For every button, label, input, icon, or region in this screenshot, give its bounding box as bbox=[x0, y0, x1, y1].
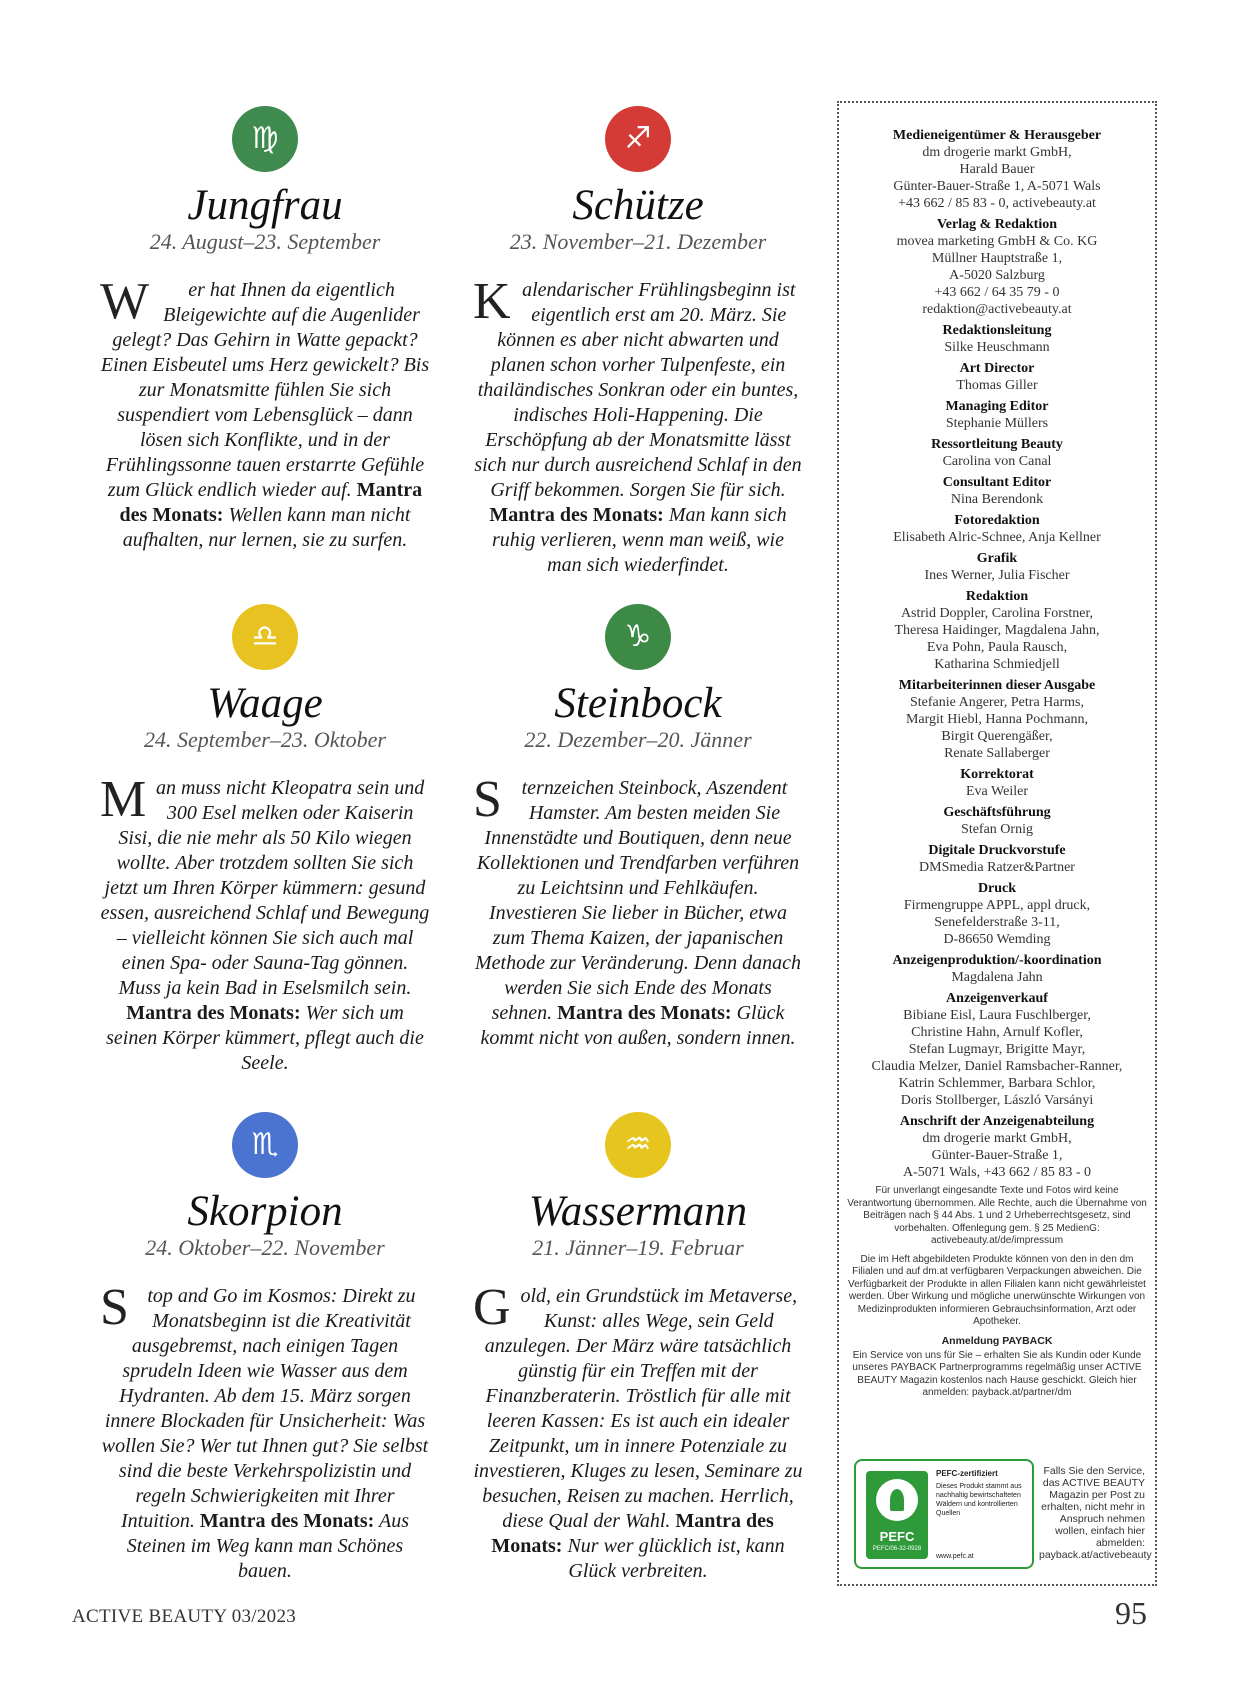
imprint-line: Christine Hahn, Arnulf Kofler, bbox=[911, 1025, 1083, 1040]
imprint-body bbox=[839, 783, 1155, 800]
imprint-body bbox=[839, 821, 1155, 838]
imprint-line: Günter-Bauer-Straße 1, A-5071 Wals bbox=[893, 179, 1101, 194]
imprint-line: Eva Weiler bbox=[966, 784, 1028, 799]
scorpio-icon: ♏ bbox=[232, 1112, 298, 1178]
imprint-note-products: Die im Heft abgebildeten Produkte können von den in den dm Filialen und auf dm.at verfügbaren Verpackungen abweichen. Die Verfügbarkeit der Produkte in allen Filialen kann nicht gewährleistet werden. Über Wirkung und mögliche unerwünschte Wirkungen von Medizinprodukten informieren Gebrauchsinformation, Arzt oder Apotheker. bbox=[848, 1253, 1146, 1327]
imprint-line: A-5071 Wals, +43 662 / 85 83 - 0 bbox=[902, 1165, 1092, 1180]
magazine-issue: ACTIVE BEAUTY 03/2023 bbox=[72, 1606, 297, 1627]
imprint-line: Stephanie Müllers bbox=[945, 416, 1049, 431]
imprint-body bbox=[839, 1007, 1155, 1109]
sign-schuetze bbox=[473, 106, 803, 578]
imprint-body bbox=[839, 969, 1155, 986]
imprint-heading: Redaktion bbox=[965, 589, 1029, 604]
dropcap: G bbox=[473, 1279, 511, 1336]
imprint-line: Senefelderstraße 3-11, bbox=[934, 915, 1060, 930]
imprint-body bbox=[839, 859, 1155, 876]
imprint-line: Müllner Hauptstraße 1, bbox=[931, 251, 1063, 266]
sign-name: Skorpion bbox=[187, 1188, 343, 1235]
mantra-label: Mantra des Monats: bbox=[119, 479, 423, 526]
sign-name: Schütze bbox=[572, 182, 704, 229]
imprint-line: D-86650 Wemding bbox=[943, 932, 1051, 947]
imprint-heading: Mitarbeiterinnen dieser Ausgabe bbox=[898, 678, 1096, 693]
imprint-heading: Anzeigenverkauf bbox=[946, 991, 1048, 1006]
imprint-body bbox=[839, 339, 1155, 356]
mantra: Aus Steinen im Weg kann man Schönes bauen. bbox=[126, 1510, 409, 1582]
sign-text: Stop and Go im Kosmos: Direkt zu Monatsbeginn ist die Kreativität ausgebremst, nach einigen Tagen sprudeln Ideen wie Wasser aus dem Hydranten. Ab dem 15. März sorgen innere Blockaden für Unsicherheit: Was wollen Sie? Wer tut Ihnen gut? Sie selbst sind die beste Verkehrspolizistin und regeln Schwierigkeiten mit Ihrer Intuition. Mantra des Monats: Aus Steinen im Weg kann man Schönes bauen. bbox=[100, 1279, 429, 1582]
imprint-heading: Managing Editor bbox=[945, 399, 1049, 414]
imprint-line: Theresa Haidinger, Magdalena Jahn, bbox=[894, 623, 1100, 638]
dropcap: W bbox=[100, 273, 150, 330]
imprint-line: Eva Pohn, Paula Rausch, bbox=[926, 640, 1068, 655]
imprint-line: +43 662 / 64 35 79 - 0 bbox=[934, 285, 1060, 300]
imprint-line: dm drogerie markt GmbH, bbox=[922, 1131, 1072, 1146]
imprint-line: Stefan Ornig bbox=[961, 822, 1033, 837]
sign-text: Gold, ein Grundstück im Metaverse, Kunst: alles Wege, sein Geld anzulegen. Der März wäre tatsächlich günstig für ein Treffen mit der Finanzberaterin. Tröstlich für alle mit leeren Kassen: Es ist auch ein idealer Zeitpunkt, um in innere Potenziale zu investieren, Kluges zu lesen, Seminare zu besuchen, Reisen zu machen. Herrlich, diese Qual der Wahl. Mantra des Monats: Nur wer glücklich ist, kann Glück verbreiten. bbox=[473, 1279, 803, 1582]
imprint-body bbox=[839, 233, 1155, 318]
sign-waage bbox=[100, 604, 430, 1076]
imprint-body bbox=[839, 453, 1155, 470]
mantra-label: Mantra des Monats: bbox=[199, 1510, 375, 1532]
mantra: Wer sich um seinen Körper kümmert, pflegt auch die Seele. bbox=[106, 1002, 424, 1074]
imprint-line: Silke Heuschmann bbox=[944, 340, 1050, 355]
sign-dates: 24. September–23. Oktober bbox=[144, 727, 386, 752]
imprint-heading: Art Director bbox=[959, 361, 1035, 376]
imprint-line: Magdalena Jahn bbox=[951, 970, 1043, 985]
mantra-label: Mantra des Monats: bbox=[126, 1002, 301, 1024]
imprint-heading: Druck bbox=[977, 881, 1017, 896]
imprint-heading: Verlag & Redaktion bbox=[936, 217, 1058, 232]
imprint-line: Birgit Querengäßer, bbox=[941, 729, 1053, 744]
imprint-heading: Anzeigenproduktion/-koordination bbox=[892, 953, 1102, 968]
imprint-line: Firmengruppe APPL, appl druck, bbox=[903, 898, 1091, 913]
imprint-heading: Ressortleitung Beauty bbox=[931, 437, 1063, 452]
imprint-heading: Grafik bbox=[976, 551, 1018, 566]
mantra-label: Mantra des Monats: bbox=[489, 504, 664, 526]
imprint-body bbox=[839, 897, 1155, 948]
sign-name: Waage bbox=[207, 680, 323, 727]
imprint-line: DMSmedia Ratzer&Partner bbox=[919, 860, 1075, 875]
sign-jungfrau bbox=[100, 106, 430, 553]
imprint-line: Katrin Schlemmer, Barbara Schlor, bbox=[898, 1076, 1096, 1091]
sign-dates: 21. Jänner–19. Februar bbox=[532, 1235, 744, 1260]
sign-dates: 22. Dezember–20. Jänner bbox=[524, 727, 752, 752]
imprint-line: Ines Werner, Julia Fischer bbox=[924, 568, 1070, 583]
imprint-heading: Digitale Druckvorstufe bbox=[928, 843, 1066, 858]
imprint-line: Margit Hiebl, Hanna Pochmann, bbox=[905, 712, 1089, 727]
dropcap: K bbox=[473, 273, 511, 330]
page-number: 95 bbox=[1115, 1595, 1147, 1631]
imprint-heading: Anschrift der Anzeigenabteilung bbox=[899, 1114, 1095, 1129]
imprint-line: Carolina von Canal bbox=[942, 454, 1052, 469]
mantra-label: Mantra des Monats: bbox=[557, 1002, 732, 1024]
imprint-line: Stefan Lugmayr, Brigitte Mayr, bbox=[908, 1042, 1086, 1057]
pefc-logo: PEFC PEFC/06-32-0928 bbox=[866, 1471, 928, 1559]
imprint-line: Nina Berendonk bbox=[950, 492, 1044, 507]
payback-heading: Anmeldung PAYBACK bbox=[941, 1334, 1053, 1347]
imprint-line: Katharina Schmiedjell bbox=[934, 657, 1060, 672]
mantra: Wellen kann man nicht aufhalten, nur lernen, sie zu surfen. bbox=[122, 504, 411, 551]
imprint-line: Thomas Giller bbox=[956, 378, 1038, 393]
imprint-body bbox=[839, 415, 1155, 432]
mantra: Man kann sich ruhig verlieren, wenn man weiß, wie man sich wiederfindet. bbox=[492, 504, 787, 576]
imprint-body bbox=[839, 144, 1155, 212]
libra-icon: ♎ bbox=[232, 604, 298, 670]
dropcap: S bbox=[473, 771, 502, 828]
imprint-body bbox=[839, 377, 1155, 394]
imprint-line: dm drogerie markt GmbH, bbox=[922, 145, 1072, 160]
imprint-body bbox=[839, 694, 1155, 762]
imprint-heading: Geschäftsführung bbox=[943, 805, 1051, 820]
sign-text: Sternzeichen Steinbock, Aszendent Hamster. Am besten meiden Sie Innenstädte und Boutiquen, denn neue Kollektionen und Trendfarben verführen zu Leichtsinn und Fehlkäufen. Investieren Sie lieber in Bücher, etwa zum Thema Kaizen, der japanischen Methode zur Veränderung. Denn danach werden Sie sich Ende des Monats sehnen. Mantra des Monats: Glück kommt nicht von außen, sondern innen. bbox=[473, 771, 802, 1049]
virgo-icon: ♍ bbox=[232, 106, 298, 172]
sagittarius-icon: ♐ bbox=[605, 106, 671, 172]
imprint-body bbox=[839, 605, 1155, 673]
imprint-line: movea marketing GmbH & Co. KG bbox=[896, 234, 1098, 249]
imprint-body bbox=[839, 1130, 1155, 1181]
pefc-certificate bbox=[854, 1459, 1034, 1569]
sign-steinbock bbox=[473, 604, 803, 1051]
imprint-note-rights: Für unverlangt eingesandte Texte und Fotos wird keine Verantwortung übernommen. Alle Rechte, auch die Übernahme von Beiträgen nach § 44 Abs. 1 und 2 Urheberrechtsgesetz, sind vorbehalten. Offenlegung gem. § 25 MedienG: activebeauty.at/de/impressum bbox=[847, 1185, 1147, 1246]
tree-icon bbox=[876, 1479, 918, 1521]
sign-dates: 24. August–23. September bbox=[149, 229, 381, 254]
imprint-heading: Fotoredaktion bbox=[954, 513, 1040, 528]
sign-wassermann bbox=[473, 1112, 803, 1584]
imprint-line: Doris Stollberger, László Varsányi bbox=[900, 1093, 1094, 1108]
imprint-box bbox=[837, 101, 1157, 1586]
dropcap: S bbox=[100, 1279, 129, 1336]
payback-text: Ein Service von uns für Sie – erhalten Sie als Kundin oder Kunde unseres PAYBACK Partnerprogramms regelmäßig unser ACTIVE BEAUTY Magazin kostenlos nach Hause geschickt. Gleich hier anmelden: payback.at/partner/dm bbox=[852, 1349, 1142, 1398]
dropcap: M bbox=[100, 771, 147, 828]
optout-text: Falls Sie den Service, das ACTIVE BEAUTY Magazin per Post zu erhalten, nicht mehr in Anspruch nehmen wollen, einfach hier abmelden: payback.at/activebeauty bbox=[1039, 1465, 1152, 1561]
imprint-heading: Consultant Editor bbox=[942, 475, 1052, 490]
imprint-line: Stefanie Angerer, Petra Harms, bbox=[910, 695, 1084, 710]
sign-dates: 23. November–21. Dezember bbox=[509, 229, 767, 254]
sign-text: Kalendarischer Frühlingsbeginn ist eigentlich erst am 20. März. Sie können es aber nicht abwarten und planen schon vorher Tulpenfeste, ein thailändisches Sonkran oder ein buntes, indisches Holi-Happening. Die Erschöpfung ab der Monatsmitte lässt sich nur durch ausreichend Schlaf in den Griff bekommen. Sorgen Sie für sich. Mantra des Monats: Man kann sich ruhig verlieren, wenn man weiß, wie man sich wiederfindet. bbox=[473, 273, 802, 576]
sign-text: W er hat Ihnen da eigentlich Bleigewichte auf die Augenlider gelegt? Das Gehirn in Watte gepackt? Einen Eisbeutel ums Herz gewickelt? Bis zur Monatsmitte fühlen Sie sich suspendiert vom Lebensglück – dann lösen sich Konflikte, und in der Frühlingssonne tauen erstarrte Gefühle zum Glück endlich wieder auf. Mantra des Monats: Wellen kann man nicht aufhalten, nur lernen, sie zu surfen. bbox=[100, 273, 430, 551]
capricorn-icon: ♑ bbox=[605, 604, 671, 670]
imprint-line: Renate Sallaberger bbox=[944, 746, 1050, 761]
imprint-body bbox=[839, 567, 1155, 584]
imprint-body bbox=[839, 529, 1155, 546]
mantra-label: Mantra des Monats: bbox=[491, 1510, 774, 1557]
sign-name: Steinbock bbox=[554, 680, 722, 727]
imprint-line: Günter-Bauer-Straße 1, bbox=[931, 1148, 1063, 1163]
sign-text: Man muss nicht Kleopatra sein und 300 Esel melken oder Kaiserin Sisi, die nie mehr als 50 Kilo wiegen wollte. Aber trotzdem sollten Sie sich jetzt um Ihren Körper kümmern: gesund essen, ausreichend Schlaf und Bewegung – vielleicht können Sie sich auch mal einen Spa- oder Sauna-Tag gönnen. Muss ja kein Bad in Eselsmilch sein. Mantra des Monats: Wer sich um seinen Körper kümmert, pflegt auch die Seele. bbox=[100, 771, 430, 1074]
pefc-web: www.pefc.at bbox=[936, 1553, 974, 1560]
aquarius-icon: ♒ bbox=[605, 1112, 671, 1178]
sign-skorpion bbox=[100, 1112, 430, 1584]
imprint-line: +43 662 / 85 83 - 0, activebeauty.at bbox=[898, 196, 1096, 211]
sign-name: Jungfrau bbox=[187, 182, 343, 229]
imprint-heading: Redaktionsleitung bbox=[942, 323, 1052, 338]
sign-dates: 24. Oktober–22. November bbox=[145, 1235, 385, 1260]
imprint-line: Harald Bauer bbox=[959, 162, 1035, 177]
mantra: Glück kommt nicht von außen, sondern innen. bbox=[480, 1002, 796, 1049]
pefc-text: PEFC-zertifiziert Dieses Produkt stammt aus nachhaltig bewirtschafteten Wäldern und kontrollierten Quellen bbox=[936, 1469, 1022, 1517]
imprint-body bbox=[839, 491, 1155, 508]
imprint-line: Astrid Doppler, Carolina Forstner, bbox=[900, 606, 1094, 621]
sign-name: Wassermann bbox=[528, 1188, 748, 1235]
imprint-sections bbox=[839, 127, 1155, 1181]
imprint-heading: Medieneigentümer & Herausgeber bbox=[892, 128, 1102, 143]
imprint-line: Elisabeth Alric-Schnee, Anja Kellner bbox=[893, 530, 1101, 545]
imprint-heading: Korrektorat bbox=[960, 767, 1034, 782]
imprint-line: redaktion@activebeauty.at bbox=[922, 302, 1072, 317]
imprint-line: Bibiane Eisl, Laura Fuschlberger, bbox=[903, 1008, 1091, 1023]
imprint-line: Claudia Melzer, Daniel Ramsbacher-Ranner, bbox=[871, 1059, 1123, 1074]
mantra: Nur wer glücklich ist, kann Glück verbreiten. bbox=[567, 1535, 785, 1582]
imprint-line: A-5020 Salzburg bbox=[949, 268, 1045, 283]
